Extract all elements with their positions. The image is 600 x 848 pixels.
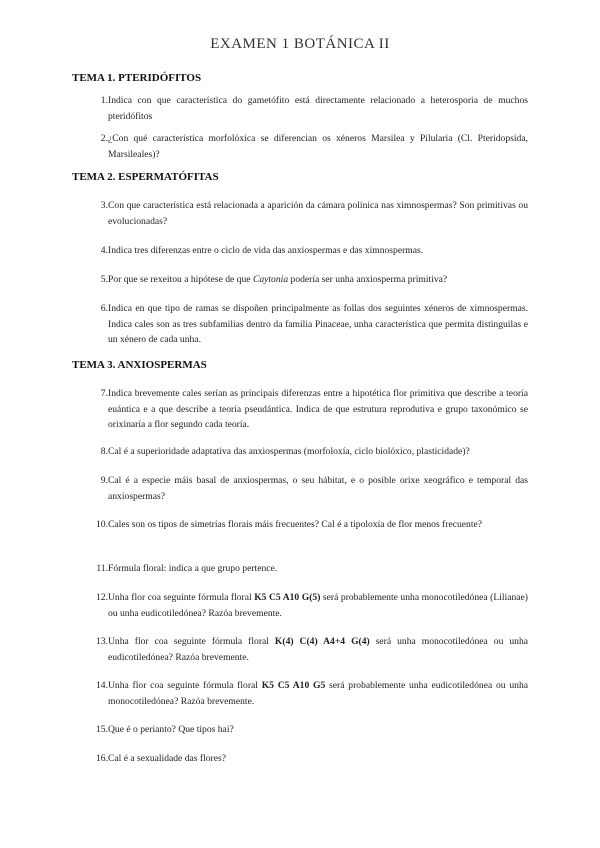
question-item xyxy=(88,590,528,621)
section-heading: TEMA 1. PTERIDÓFITOS xyxy=(72,72,202,84)
question-text: Unha flor coa seguinte fórmula floral K(4) C(4) A4+4 G(4) será unha monocotiledónea ou unha eudicotiledónea? Razóa brevemente. xyxy=(108,636,528,663)
question-text: Fórmula floral: indica a que grupo pertence. xyxy=(108,563,278,574)
question-number: 6. xyxy=(100,303,108,314)
question-number: 10. xyxy=(96,519,108,530)
question-number: 16. xyxy=(96,753,108,764)
question-number: 7. xyxy=(100,388,108,399)
question-item xyxy=(88,131,528,162)
question-item xyxy=(88,678,528,709)
question-text: Unha flor coa seguinte fórmula floral K5 C5 A10 G(5) será probablemente unha monocotiledónea (Lilianae) ou unha eudicotiledónea? Razóa brevemente. xyxy=(108,592,529,619)
question-item xyxy=(88,272,528,288)
question-number: 2. xyxy=(100,133,108,144)
question-text: Indica en que tipo de ramas se dispoñen principalmente as follas dos seguintes xéneros de ximnospermas. Indica cales son as tres subfamilias dentro da familia Pinaceae, unha característica que permita distinguilas e un xénero de cada unha. xyxy=(108,303,528,345)
question-number: 1. xyxy=(100,95,108,106)
question-number: 5. xyxy=(100,274,108,285)
floral-formula: K5 C5 A10 G(5) xyxy=(254,592,321,603)
question-text: Que é o perianto? Que tipos hai? xyxy=(108,724,234,735)
question-item xyxy=(88,93,528,124)
question-number: 3. xyxy=(100,200,108,211)
question-text: Indica brevemente cales serían as principais diferenzas entre a hipotética flor primitiva que describe a teoría euántica e a que describe a teoría pseudántica. Indica de que estrutura reprodutiva e grupo taxonómico se orixinaría a flor segundo cada teoría. xyxy=(108,388,528,430)
question-number: 4. xyxy=(100,245,108,256)
question-text: Indica tres diferenzas entre o ciclo de vida das anxiospermas e das ximnospermas. xyxy=(108,245,424,256)
question-text: Cal é a especie máis basal de anxiospermas, o seu hábitat, e o posible orixe xeográfico e temporal das anxiospermas? xyxy=(108,475,528,502)
question-item xyxy=(88,386,528,433)
question-number: 11. xyxy=(96,563,108,574)
question-number: 12. xyxy=(96,592,108,603)
question-text: Unha flor coa seguinte fórmula floral K5 C5 A10 G5 será probablemente unha eudicotiledónea ou unha monocotiledónea? Razóa brevemente. xyxy=(108,680,529,707)
question-number: 9. xyxy=(100,475,108,486)
question-text: Indica con que característica do gametófito está directamente relacionado a heterosporia de muchos pteridófitos xyxy=(108,95,528,122)
question-number: 14. xyxy=(96,680,108,691)
floral-formula: K(4) C(4) A4+4 G(4) xyxy=(274,636,370,647)
question-number: 13. xyxy=(96,636,108,647)
question-item xyxy=(88,198,528,229)
section-heading: TEMA 2. ESPERMATÓFITAS xyxy=(72,171,219,183)
question-item xyxy=(88,722,528,738)
question-text: Por que se rexeitou a hipótese de que Caytonia podería ser unha anxiosperma primitiva? xyxy=(108,274,448,285)
page-title: EXAMEN 1 BOTÁNICA II xyxy=(210,36,390,52)
question-text: ¿Con qué característica morfolóxica se diferencian os xéneros Marsilea y Pilularia (Cl. Pteridopsida, Marsileales)? xyxy=(108,133,528,160)
question-text: Cales son os tipos de simetrías florais máis frecuentes? Cal é a tipoloxía de flor menos frecuente? xyxy=(108,519,483,530)
floral-formula: K5 C5 A10 G5 xyxy=(261,680,326,691)
question-text: Con que característica está relacionada a aparición da cámara polínica nas ximnospermas? Son primitivas ou evolucionadas? xyxy=(108,200,528,227)
question-item xyxy=(88,301,528,348)
question-item xyxy=(88,751,528,767)
question-item xyxy=(88,517,528,533)
question-text: Cal é a superioridade adaptativa das anxiospermas (morfoloxía, ciclo biolóxico, plasticidade)? xyxy=(108,446,470,457)
question-number: 8. xyxy=(100,446,108,457)
question-item xyxy=(88,561,528,577)
question-text: Cal é a sexualidade das flores? xyxy=(108,753,227,764)
question-item xyxy=(88,243,528,259)
italic-genus: Caytonia xyxy=(252,274,289,285)
question-item xyxy=(88,444,528,460)
question-item xyxy=(88,473,528,504)
question-number: 15. xyxy=(96,724,108,735)
section-heading: TEMA 3. ANXIOSPERMAS xyxy=(72,359,207,371)
question-item xyxy=(88,634,528,665)
